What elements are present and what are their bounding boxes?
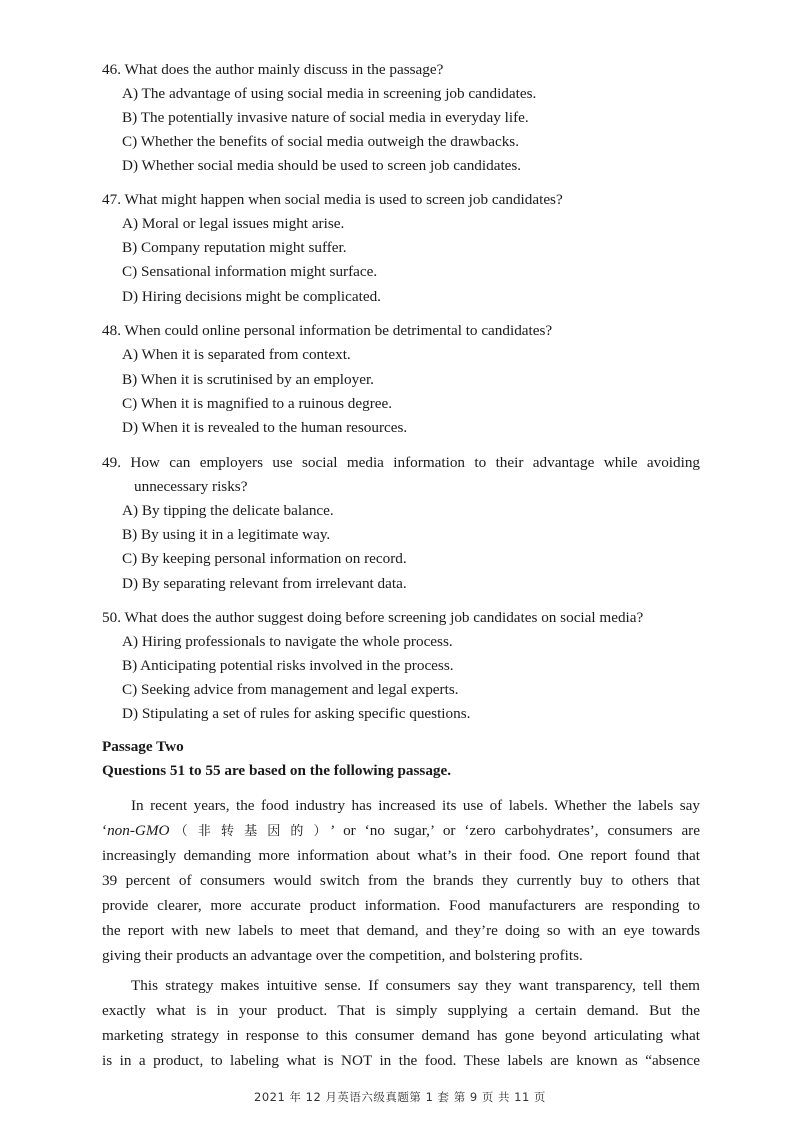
passage-instruction: Questions 51 to 55 are based on the following passage. [102, 762, 452, 779]
option-a: A) By tipping the delicate balance. [122, 502, 334, 519]
paragraph-line: marketing strategy in response to this consumer demand has gone beyond articulating what [102, 1027, 700, 1044]
option-a: A) Hiring professionals to navigate the whole process. [122, 633, 453, 650]
question-text: What does the author mainly discuss in the passage? [124, 61, 444, 78]
option-d: D) By separating relevant from irrelevant data. [122, 575, 407, 592]
option-c: C) Whether the benefits of social media outweigh the drawbacks. [122, 133, 519, 150]
passage-title: Passage Two [102, 738, 184, 755]
question-number: 46. [102, 61, 121, 78]
paragraph-line: This strategy makes intuitive sense. If consumers say they want transparency, tell them [131, 977, 700, 994]
option-c: C) By keeping personal information on record. [122, 550, 407, 567]
paragraph-line: is in a product, to labeling what is NOT in the food. These labels are known as “absence [102, 1052, 700, 1069]
quote-mark: ‘ [102, 822, 108, 839]
option-c: C) Sensational information might surface. [122, 263, 378, 280]
option-d: D) Whether social media should be used to screen job candidates. [122, 157, 522, 174]
option-d: D) When it is revealed to the human resources. [122, 419, 408, 436]
option-b: B) Anticipating potential risks involved in the process. [122, 657, 454, 674]
option-b: B) When it is scrutinised by an employer. [122, 371, 374, 388]
question-47 [102, 190, 563, 210]
question-50 [102, 608, 643, 628]
question-text: When could online personal information be detrimental to candidates? [124, 322, 553, 339]
paragraph-line: increasingly demanding more information about what’s in their food. One report found that [102, 847, 700, 864]
line-text: ’ or ‘no sugar,’ or ‘zero carbohydrates’, consumers are [330, 822, 700, 839]
question-number: 48. [102, 322, 121, 339]
paragraph-line: exactly what is in your product. That is simply supplying a certain demand. But the [102, 1002, 700, 1019]
question-number: 47. [102, 191, 121, 208]
question-46 [102, 60, 443, 80]
question-number: 49. [102, 454, 121, 471]
option-b: B) The potentially invasive nature of social media in everyday life. [122, 109, 529, 126]
question-49-continuation: unnecessary risks? [134, 478, 248, 495]
question-49 [102, 453, 700, 473]
chinese-gloss: （非转基因的） [169, 824, 331, 839]
option-c: C) Seeking advice from management and legal experts. [122, 681, 459, 698]
option-d: D) Stipulating a set of rules for asking specific questions. [122, 705, 471, 722]
paragraph-line: provide clearer, more accurate product information. Food manufacturers are responding to [102, 897, 700, 914]
option-a: A) The advantage of using social media in screening job candidates. [122, 85, 537, 102]
paragraph-line: 39 percent of consumers would switch from the brands they currently buy to others that [102, 872, 700, 889]
question-text: What might happen when social media is used to screen job candidates? [124, 191, 563, 208]
question-text: What does the author suggest doing before screening job candidates on social media? [124, 609, 644, 626]
option-d: D) Hiring decisions might be complicated. [122, 288, 381, 305]
paragraph-line: the report with new labels to meet that demand, and they’re doing so with an eye towards [102, 922, 700, 939]
question-text: How can employers use social media information to their advantage while avoiding [130, 454, 701, 471]
option-a: A) When it is separated from context. [122, 346, 351, 363]
italic-term: non-GMO [107, 822, 170, 839]
paragraph-line [102, 821, 700, 842]
page-footer: 2021 年 12 月英语六级真题第 1 套 第 9 页 共 11 页 [254, 1090, 546, 1104]
question-number: 50. [102, 609, 121, 626]
option-c: C) When it is magnified to a ruinous degree. [122, 395, 393, 412]
option-b: B) Company reputation might suffer. [122, 239, 347, 256]
paragraph-line: In recent years, the food industry has increased its use of labels. Whether the labels say [131, 797, 700, 814]
option-b: B) By using it in a legitimate way. [122, 526, 331, 543]
question-48 [102, 321, 552, 341]
paragraph-line: giving their products an advantage over the competition, and bolstering profits. [102, 947, 583, 964]
option-a: A) Moral or legal issues might arise. [122, 215, 345, 232]
